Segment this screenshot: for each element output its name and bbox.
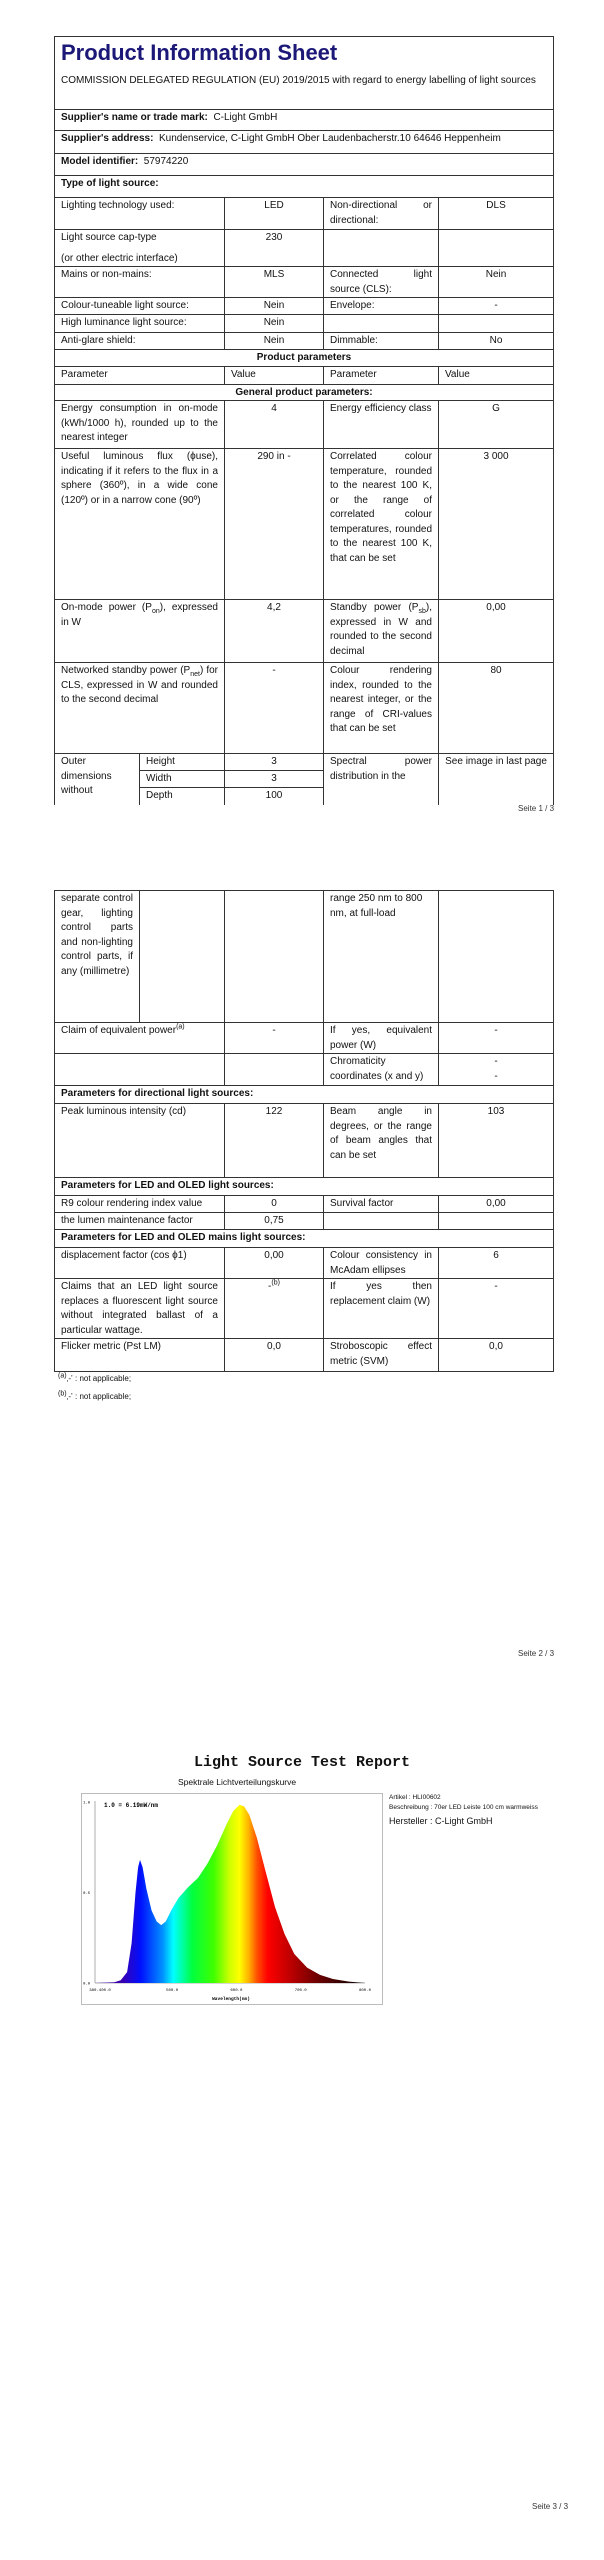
page-number: Seite 3 / 3 (532, 2502, 569, 2511)
x-tick-label: 800.0 (358, 1989, 372, 1993)
supplier-address-label: Supplier's address: (61, 133, 154, 144)
param-value: -$^{(b)}$ (225, 1279, 324, 1339)
param-value: 3 000 (439, 449, 554, 600)
param-label: Lighting technology used: (55, 198, 225, 230)
table-row (55, 1104, 554, 1178)
param-label: Networked standby power $(P_{net})$ for CLS, expressed in W and rounded to the second decimal (55, 663, 225, 754)
table-row (55, 298, 554, 315)
param-value: 0 (225, 1196, 324, 1213)
report-title: Light Source Test Report (193, 1754, 411, 1771)
param-label (55, 230, 225, 267)
param-value: - (439, 1023, 554, 1054)
empty-cell (225, 891, 324, 1023)
param-value: Nein (439, 267, 554, 298)
param-label: If yes then replacement claim (W) (324, 1279, 439, 1339)
sheet-header (55, 37, 554, 110)
param-value: 4 (225, 401, 324, 449)
param-label (324, 230, 439, 267)
param-label: Correlated colour temperature, rounded to the nearest 100 K, or the range of correlated colour temperatures, rounded to the nearest 100 K, that can be set (324, 449, 439, 600)
param-value: 0,00 (225, 1248, 324, 1279)
x-axis-label: Wavelength(nm) (212, 1997, 250, 2002)
footnote-b: $^{(b)}$‚-‛ : not applicable; (58, 1390, 132, 1401)
dimension-value: 3 (225, 754, 324, 771)
general-parameters-heading: General product parameters: (55, 384, 554, 401)
param-value: 6 (439, 1248, 554, 1279)
table-row (55, 600, 554, 663)
param-value: 290 in - (225, 449, 324, 600)
dimension-value: 100 (225, 788, 324, 805)
param-value (439, 315, 554, 333)
param-value: - (225, 1023, 324, 1054)
mains-parameters-heading: Parameters for LED and OLED mains light sources: (55, 1230, 554, 1248)
param-value: MLS (225, 267, 324, 298)
param-label: Useful luminous flux (ϕuse), indicating if it refers to the flux in a sphere (360º), in a wide cone (120º) or in a narrow cone (90º) (55, 449, 225, 600)
spectral-distribution-label: Spectral power distribution in the (324, 754, 439, 805)
param-value: LED (225, 198, 324, 230)
param-label: Stroboscopic effect metric (SVM) (324, 1339, 439, 1372)
x-tick-label: 380.400.0 (89, 1989, 111, 1993)
table-row (55, 449, 554, 600)
param-label: Energy efficiency class (324, 401, 439, 449)
table-row (55, 198, 554, 230)
param-value: - (439, 298, 554, 315)
dimension-value: 3 (225, 771, 324, 788)
param-label: Standby power $(P_{sb})$, expressed in W and rounded to the second decimal (324, 600, 439, 663)
supplier-name-label: Supplier's name or trade mark: (61, 112, 208, 123)
param-label: Envelope: (324, 298, 439, 315)
param-label: Energy consumption in on-mode (kWh/1000 h), rounded up to the nearest integer (55, 401, 225, 449)
beschreibung-text: Beschreibung : 70er LED Leiste 100 cm warmweiss (389, 1804, 538, 1811)
y-tick-label: 0.5 (83, 1892, 91, 1896)
param-label: Colour rendering index, rounded to the nearest integer, or the range of CRI-values that can be set (324, 663, 439, 754)
param-label: Chromaticity coordinates (x and y) (324, 1054, 439, 1086)
param-value: 230 (225, 230, 324, 267)
column-header-row (55, 366, 554, 384)
param-label: If yes, equivalent power (W) (324, 1023, 439, 1054)
param-value: Nein (225, 315, 324, 333)
table-row (55, 1023, 554, 1054)
param-value: - (439, 1279, 554, 1339)
supplier-name-row (55, 110, 554, 131)
table-row (55, 1196, 554, 1213)
column-header-parameter: Parameter (324, 366, 439, 384)
cap-type-label: Light source cap-type (61, 232, 157, 243)
outer-dimensions-label-continued: separate control gear, lighting control parts and non-lighting control parts, if any (millimetre) (55, 891, 140, 1023)
model-label: Model identifier: (61, 156, 139, 167)
table-row (55, 267, 554, 298)
param-value (225, 1054, 324, 1086)
param-value: Nein (225, 333, 324, 350)
param-label: Non-directional or directional: (324, 198, 439, 230)
column-header-value: Value (225, 366, 324, 384)
param-value: No (439, 333, 554, 350)
type-of-light-source-heading: Type of light source: (55, 176, 554, 198)
param-label: Colour-tuneable light source: (55, 298, 225, 315)
footnote-a: $^{(a)}$‚-‛ : not applicable; (58, 1372, 132, 1383)
dimension-label: Depth (140, 788, 225, 805)
param-value: 0,0 (225, 1339, 324, 1372)
dimension-label: Height (140, 754, 225, 771)
column-header-value: Value (439, 366, 554, 384)
spectral-distribution-value: See image in last page (439, 754, 554, 805)
param-label: Mains or non-mains: (55, 267, 225, 298)
param-value (439, 230, 554, 267)
model-identifier: 57974220 (143, 156, 189, 167)
table-row (55, 1339, 554, 1372)
table-row (55, 401, 554, 449)
supplier-address: Kundenservice, C-Light GmbH Ober Laudenbacherstr.10 64646 Heppenheim (158, 133, 501, 144)
table-row (55, 663, 554, 754)
x-tick-label: 500.0 (166, 1989, 179, 1993)
outer-dimensions-continued-row (55, 891, 554, 1023)
param-label: the lumen maintenance factor (55, 1213, 225, 1230)
param-label: High luminance light source: (55, 315, 225, 333)
table-row (55, 230, 554, 267)
column-header-parameter: Parameter (55, 366, 225, 384)
param-label: Peak luminous intensity (cd) (55, 1104, 225, 1178)
param-label: Flicker metric (Pst LM) (55, 1339, 225, 1372)
table-row (55, 1054, 554, 1086)
product-info-table-page1 (54, 36, 554, 805)
param-label: Claim of equivalent power$^{(a)}$ (55, 1023, 225, 1054)
table-row (55, 1248, 554, 1279)
param-label: On-mode power $(P_{on})$, expressed in W (55, 600, 225, 663)
param-label: Dimmable: (324, 333, 439, 350)
param-value: 0,0 (439, 1339, 554, 1372)
outer-dimensions-row (55, 754, 554, 771)
param-value: 4,2 (225, 600, 324, 663)
param-label: displacement factor (cos ϕ1) (55, 1248, 225, 1279)
artikel-text: Artikel : HLI00602 (389, 1794, 441, 1801)
hersteller-text: Hersteller : C-Light GmbH (389, 1816, 493, 1826)
param-value (439, 1213, 554, 1230)
param-label (324, 315, 439, 333)
regulation-text: COMMISSION DELEGATED REGULATION (EU) 2019/2015 with regard to energy labelling of light sources (61, 75, 536, 86)
param-value: G (439, 401, 554, 449)
product-parameters-heading: Product parameters (55, 350, 554, 367)
param-value: 0,00 (439, 600, 554, 663)
param-value: 103 (439, 1104, 554, 1178)
led-parameters-heading: Parameters for LED and OLED light sources: (55, 1178, 554, 1196)
param-label (324, 1213, 439, 1230)
param-label: R9 colour rendering index value (55, 1196, 225, 1213)
param-label: Survival factor (324, 1196, 439, 1213)
param-label: Claims that an LED light source replaces a fluorescent light source without integrated ballast of a particular wattage. (55, 1279, 225, 1339)
param-value: 122 (225, 1104, 324, 1178)
x-tick-label: 600.0 (230, 1989, 243, 1993)
table-row (55, 333, 554, 350)
spectral-distribution-label-continued: range 250 nm to 800 nm, at full-load (324, 891, 439, 1023)
empty-cell (439, 891, 554, 1023)
param-value: Nein (225, 298, 324, 315)
empty-cell (140, 891, 225, 1023)
directional-parameters-heading: Parameters for directional light sources: (55, 1086, 554, 1104)
x-tick-label: 700.0 (294, 1989, 307, 1993)
supplier-name: C-Light GmbH (213, 112, 278, 123)
y-tick-label: 0.0 (83, 1982, 91, 1987)
dimension-label: Width (140, 771, 225, 788)
table-row (55, 1213, 554, 1230)
param-value: 0,00 (439, 1196, 554, 1213)
param-value: DLS (439, 198, 554, 230)
param-value: - - (439, 1054, 554, 1086)
page-title: Product Information Sheet (61, 40, 338, 65)
param-value: 80 (439, 663, 554, 754)
param-label (55, 1054, 225, 1086)
param-label: Colour consistency in McAdam ellipses (324, 1248, 439, 1279)
y-tick-label: 1.0 (83, 1801, 91, 1806)
product-info-table-page2 (54, 890, 554, 1372)
model-row (55, 154, 554, 176)
param-label: Anti-glare shield: (55, 333, 225, 350)
cap-type-sublabel: (or other electric interface) (61, 252, 178, 264)
page-number: Seite 2 / 3 (518, 1649, 555, 1658)
param-value: 0,75 (225, 1213, 324, 1230)
supplier-address-row (55, 131, 554, 154)
table-row (55, 315, 554, 333)
param-value: - (225, 663, 324, 754)
spectrum-chart (81, 1793, 383, 2005)
page-number: Seite 1 / 3 (518, 804, 555, 813)
table-row (55, 1279, 554, 1339)
chart-subtitle: Spektrale Lichtverteilungskurve (178, 1777, 297, 1787)
chart-annotation: 1.0 = 6.19mW/nm (104, 1802, 159, 1809)
param-label: Beam angle in degrees, or the range of beam angles that can be set (324, 1104, 439, 1178)
outer-dimensions-label: Outer dimensions without (55, 754, 140, 805)
param-label: Connected light source (CLS): (324, 267, 439, 298)
